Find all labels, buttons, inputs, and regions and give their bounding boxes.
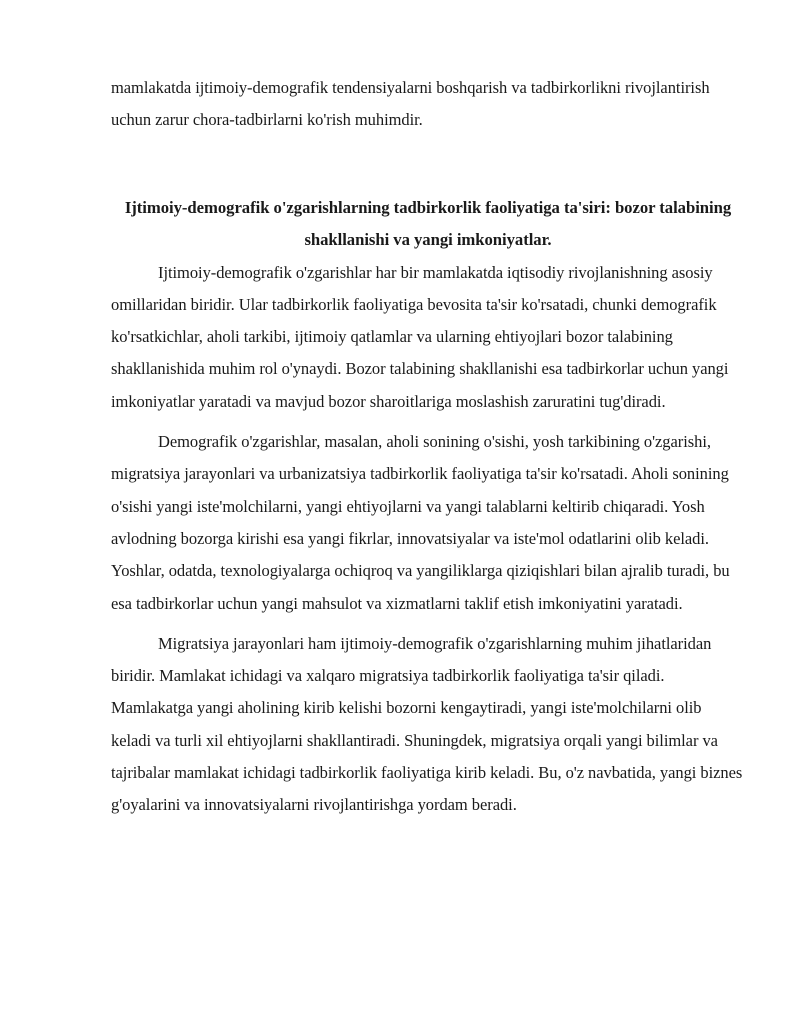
- section-heading: Ijtimoiy-demografik o'zgarishlarning tadbirkorlik faoliyatiga ta'siri: bozor talabining shakllanishi va yangi imkoniyatlar.: [124, 197, 732, 250]
- document-body: [111, 72, 745, 822]
- body-paragraph-2: Demografik o'zgarishlar, masalan, aholi sonining o'sishi, yosh tarkibining o'zgarishi, migratsiya jarayonlari va urbanizatsiya tadbirkorlik faoliyatiga ta'sir ko'rsatadi. Aholi sonining o'sishi yangi iste'molchilarni, yangi ehtiyojlarni va yangi talablarni keltirib chiqaradi. Yosh avlodning bozorga kirishi esa yangi fikrlar, innovatsiyalar va iste'mol odatlarini olib keladi. Yoshlar, odatda, texnologiyalarga ochiqroq va yangiliklarga qiziqishlari bilan ajralib turadi, bu esa tadbirkorlar uchun yangi mahsulot va xizmatlarni taklif etish imkoniyatini yaratadi.: [111, 432, 730, 613]
- intro-paragraph: mamlakatda ijtimoiy-demografik tendensiyalarni boshqarish va tadbirkorlikni rivojlantirish uchun zarur chora-tadbirlarni ko'rish muhimdir.: [111, 78, 710, 130]
- body-paragraph-3: Migratsiya jarayonlari ham ijtimoiy-demografik o'zgarishlarning muhim jihatlaridan biridir. Mamlakat ichidagi va xalqaro migratsiya tadbirkorlik faoliyatiga ta'sir qiladi. Mamlakatga yangi aholining kirib kelishi bozorni kengaytiradi, yangi iste'molchilarni olib keladi va turli xil ehtiyojlarni shakllantiradi. Shuningdek, migratsiya orqali yangi bilimlar va tajribalar mamlakat ichidagi tadbirkorlik faoliyatiga kirib keladi. Bu, o'z navbatida, yangi biznes g'oyalarini va innovatsiyalarni rivojlantirishga yordam beradi.: [111, 633, 743, 815]
- body-paragraph-1: Ijtimoiy-demografik o'zgarishlar har bir mamlakatda iqtisodiy rivojlanishning asosiy omillaridan biridir. Ular tadbirkorlik faoliyatiga bevosita ta'sir ko'rsatadi, chunki demografik ko'rsatkichlar, aholi tarkibi, ijtimoiy qatlamlar va ularning ehtiyojlari bozor talabining shakllanishida muhim rol o'ynaydi. Bozor talabining shakllanishi esa tadbirkorlar uchun yangi imkoniyatlar yaratadi va mavjud bozor sharoitlariga moslashish zaruratini tug'diradi.: [111, 262, 729, 411]
